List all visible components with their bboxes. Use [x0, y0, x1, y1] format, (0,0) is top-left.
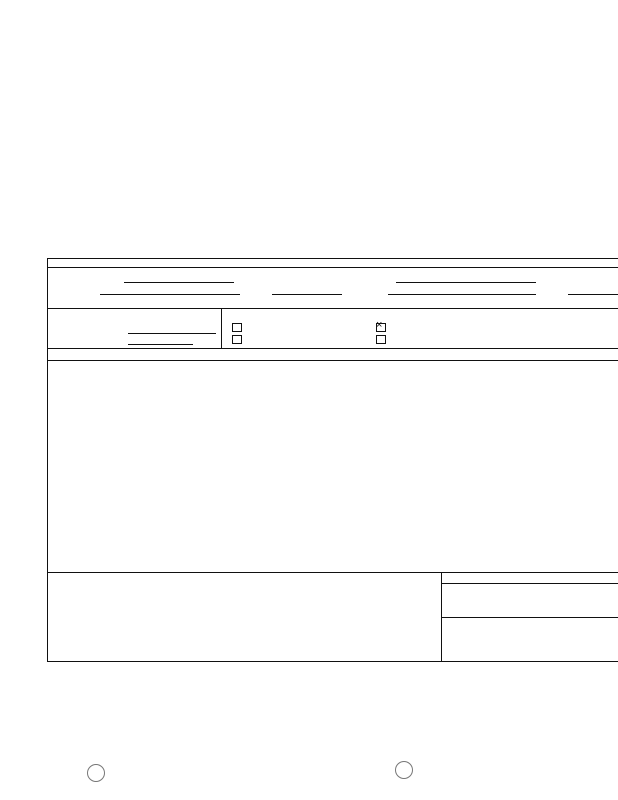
site-underline [124, 282, 234, 283]
punch-hole-right [395, 761, 413, 779]
abbrev-rule [441, 617, 618, 618]
well-volume-checkbox[interactable] [232, 335, 242, 344]
section-rule [48, 360, 618, 361]
sampling-form [47, 258, 618, 662]
other-checkbox[interactable] [376, 335, 386, 344]
section-rule [48, 308, 618, 309]
form-rule [48, 267, 618, 268]
punch-hole-left [87, 764, 105, 782]
client-underline [396, 282, 536, 283]
section-rule [48, 572, 618, 573]
project-number-underline [100, 294, 240, 295]
start-date-underline [388, 294, 536, 295]
well-development-checkbox[interactable] [232, 323, 242, 332]
casing-id-underline [128, 344, 193, 345]
time-underline [568, 294, 618, 295]
abbrev-rule [441, 583, 618, 584]
task-underline [272, 294, 342, 295]
well-id-underline [128, 333, 216, 334]
low-flow-checkbox[interactable]: × [376, 323, 386, 332]
well-event-divider [221, 308, 222, 348]
section-rule [48, 348, 618, 349]
